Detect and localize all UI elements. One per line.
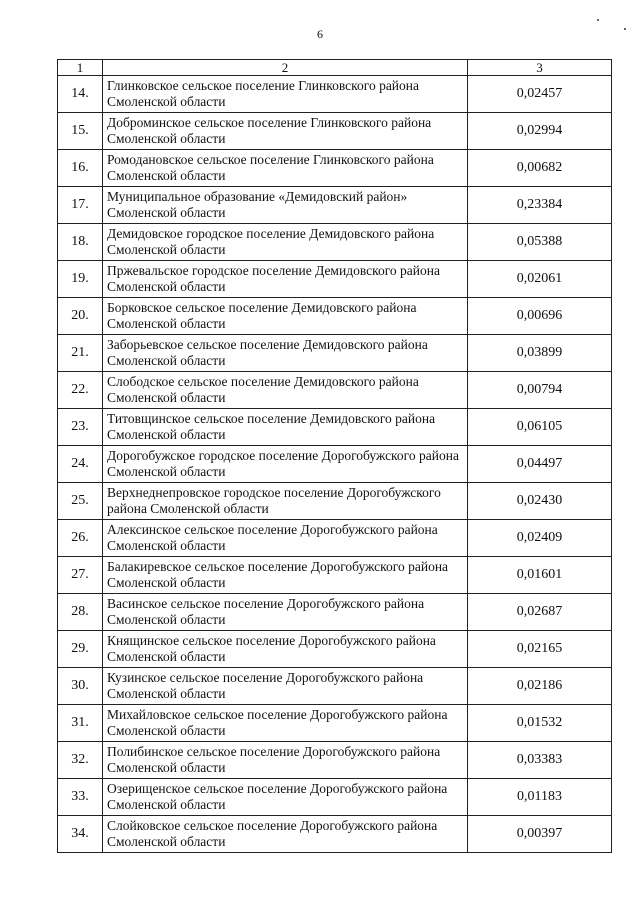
municipality-name: Балакиревское сельское поселение Дорогобужского района Смоленской области — [103, 557, 468, 594]
table-row — [58, 150, 612, 187]
table-row — [58, 742, 612, 779]
municipality-name: Озерищенское сельское поселение Дорогобужского района Смоленской области — [103, 779, 468, 816]
page-number: 6 — [317, 27, 323, 41]
table-row — [58, 668, 612, 705]
municipality-name: Дорогобужское городское поселение Дорогобужского района Смоленской области — [103, 446, 468, 483]
coefficient-value: 0,03899 — [468, 335, 612, 372]
row-number: 25. — [58, 483, 103, 520]
row-number: 26. — [58, 520, 103, 557]
table-row — [58, 409, 612, 446]
table-row — [58, 520, 612, 557]
coefficient-value: 0,02061 — [468, 261, 612, 298]
municipality-name: Муниципальное образование «Демидовский район» Смоленской области — [103, 187, 468, 224]
coefficient-value: 0,02165 — [468, 631, 612, 668]
row-number: 28. — [58, 594, 103, 631]
table-row — [58, 816, 612, 853]
municipality-name: Васинское сельское поселение Дорогобужского района Смоленской области — [103, 594, 468, 631]
row-number: 31. — [58, 705, 103, 742]
row-number: 32. — [58, 742, 103, 779]
coefficient-value: 0,01183 — [468, 779, 612, 816]
municipality-name: Ромодановское сельское поселение Глинковского района Смоленской области — [103, 150, 468, 187]
coefficient-value: 0,02186 — [468, 668, 612, 705]
municipality-name: Алексинское сельское поселение Дорогобужского района Смоленской области — [103, 520, 468, 557]
row-number: 18. — [58, 224, 103, 261]
row-number: 15. — [58, 113, 103, 150]
row-number: 17. — [58, 187, 103, 224]
municipality-name: Пржевальское городское поселение Демидовского района Смоленской области — [103, 261, 468, 298]
coefficient-value: 0,01601 — [468, 557, 612, 594]
row-number: 29. — [58, 631, 103, 668]
coefficient-value: 0,02994 — [468, 113, 612, 150]
table-body — [58, 76, 612, 853]
coefficient-value: 0,02687 — [468, 594, 612, 631]
row-number: 24. — [58, 446, 103, 483]
row-number: 33. — [58, 779, 103, 816]
municipality-name: Княщинское сельское поселение Дорогобужского района Смоленской области — [103, 631, 468, 668]
row-number: 19. — [58, 261, 103, 298]
table-row — [58, 446, 612, 483]
table-row — [58, 298, 612, 335]
table-row — [58, 187, 612, 224]
row-number: 14. — [58, 76, 103, 113]
municipality-name: Титовщинское сельское поселение Демидовского района Смоленской области — [103, 409, 468, 446]
table-row — [58, 76, 612, 113]
row-number: 34. — [58, 816, 103, 853]
column-header-3: 3 — [468, 60, 612, 76]
municipality-name: Доброминское сельское поселение Глинковского района Смоленской области — [103, 113, 468, 150]
municipality-name: Полибинское сельское поселение Дорогобужского района Смоленской области — [103, 742, 468, 779]
municipality-name: Борковское сельское поселение Демидовского района Смоленской области — [103, 298, 468, 335]
scan-speck — [624, 28, 626, 30]
coefficient-value: 0,05388 — [468, 224, 612, 261]
table-row — [58, 631, 612, 668]
municipality-name: Демидовское городское поселение Демидовского района Смоленской области — [103, 224, 468, 261]
coefficient-value: 0,04497 — [468, 446, 612, 483]
coefficient-value: 0,00696 — [468, 298, 612, 335]
coefficient-value: 0,02409 — [468, 520, 612, 557]
table-row — [58, 335, 612, 372]
row-number: 22. — [58, 372, 103, 409]
coefficient-value: 0,00682 — [468, 150, 612, 187]
coefficient-value: 0,00397 — [468, 816, 612, 853]
coefficient-value: 0,01532 — [468, 705, 612, 742]
municipality-name: Верхнеднепровское городское поселение Дорогобужского района Смоленской области — [103, 483, 468, 520]
row-number: 23. — [58, 409, 103, 446]
scan-speck — [597, 19, 599, 21]
coefficient-value: 0,00794 — [468, 372, 612, 409]
table-row — [58, 483, 612, 520]
table-row — [58, 224, 612, 261]
municipality-name: Заборьевское сельское поселение Демидовского района Смоленской области — [103, 335, 468, 372]
row-number: 21. — [58, 335, 103, 372]
coefficient-value: 0,06105 — [468, 409, 612, 446]
row-number: 27. — [58, 557, 103, 594]
column-number-row — [58, 60, 612, 76]
column-header-1: 1 — [58, 60, 103, 76]
municipality-name: Слободское сельское поселение Демидовского района Смоленской области — [103, 372, 468, 409]
row-number: 20. — [58, 298, 103, 335]
coefficient-value: 0,02430 — [468, 483, 612, 520]
column-header-2: 2 — [103, 60, 468, 76]
table-row — [58, 594, 612, 631]
table-row — [58, 779, 612, 816]
coefficient-value: 0,23384 — [468, 187, 612, 224]
municipality-name: Глинковское сельское поселение Глинковского района Смоленской области — [103, 76, 468, 113]
table-row — [58, 705, 612, 742]
municipality-name: Слойковское сельское поселение Дорогобужского района Смоленской области — [103, 816, 468, 853]
table-row — [58, 113, 612, 150]
coefficient-value: 0,03383 — [468, 742, 612, 779]
municipality-name: Кузинское сельское поселение Дорогобужского района Смоленской области — [103, 668, 468, 705]
row-number: 30. — [58, 668, 103, 705]
allocation-table — [57, 59, 612, 853]
table-row — [58, 557, 612, 594]
row-number: 16. — [58, 150, 103, 187]
coefficient-value: 0,02457 — [468, 76, 612, 113]
table-row — [58, 261, 612, 298]
municipality-name: Михайловское сельское поселение Дорогобужского района Смоленской области — [103, 705, 468, 742]
table-row — [58, 372, 612, 409]
